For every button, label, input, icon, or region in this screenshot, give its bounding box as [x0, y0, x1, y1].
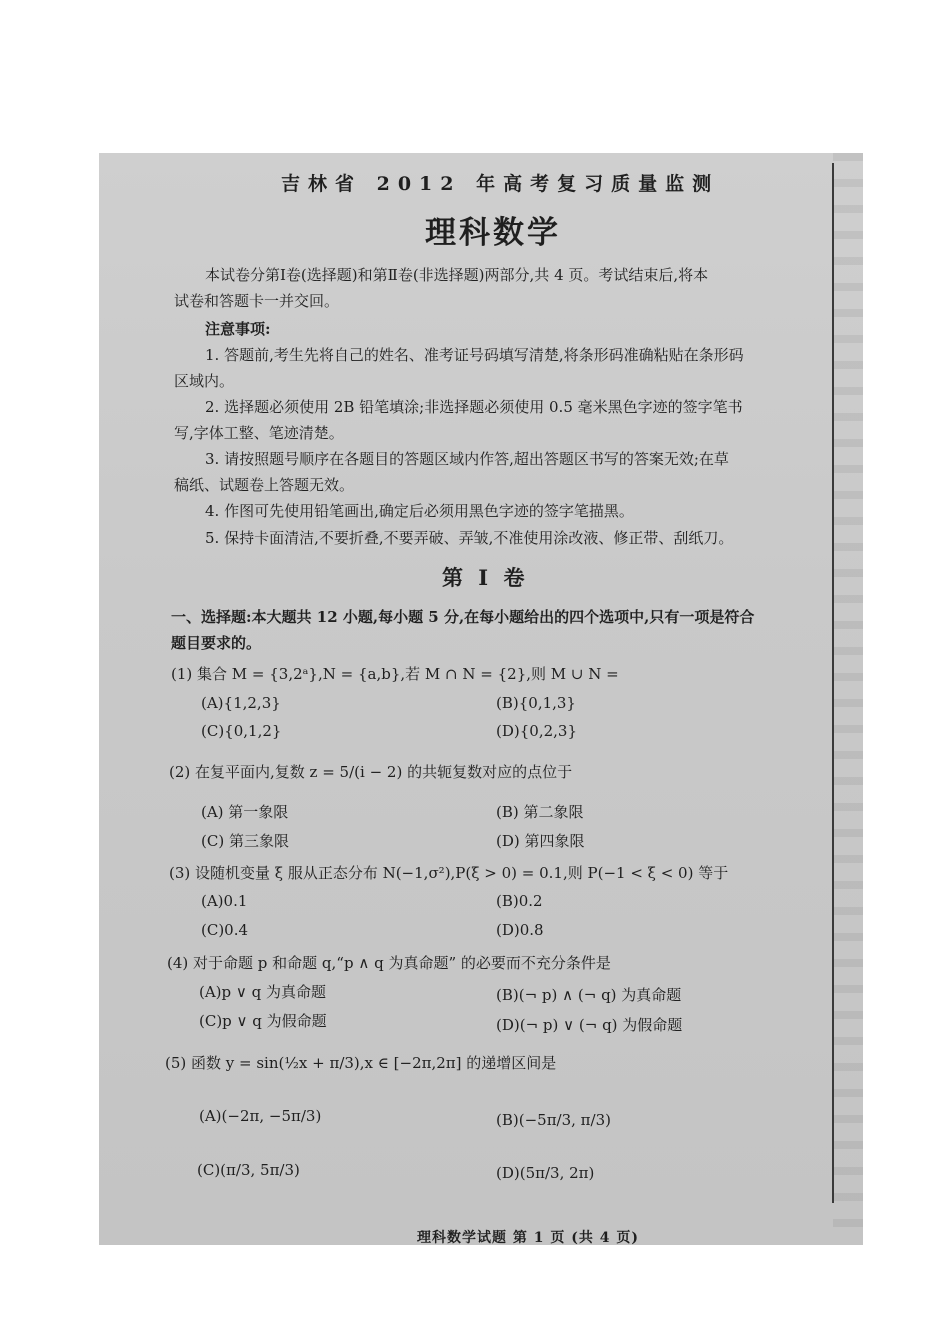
q5-option-c: (C)(π/3, 5π/3) [197, 1161, 300, 1179]
question-5: (5) 函数 y = sin(½x + π/3),x ∈ [−2π,2π] 的递增区间是 [165, 1054, 557, 1072]
q2-option-a: (A) 第一象限 [201, 803, 289, 821]
page-rule-line [832, 163, 834, 1203]
q1-option-b: (B){0,1,3} [496, 694, 576, 712]
intro-line-1: 本试卷分第Ⅰ卷(选择题)和第Ⅱ卷(非选择题)两部分,共 4 页。考试结束后,将本 [205, 266, 709, 284]
q5-option-a: (A)(−2π, −5π/3) [199, 1107, 322, 1125]
section-1-line-1: 一、选择题:本大题共 12 小题,每小题 5 分,在每小题给出的四个选项中,只有一项是符合 [171, 608, 755, 626]
exam-title: 理科数学 [425, 215, 561, 251]
q1-option-a: (A){1,2,3} [201, 694, 281, 712]
q3-option-a: (A)0.1 [201, 892, 248, 910]
q1-option-c: (C){0,1,2} [201, 722, 282, 740]
note-5: 5. 保持卡面清洁,不要折叠,不要弄破、弄皱,不准使用涂改液、修正带、刮纸刀。 [205, 529, 734, 547]
bleed-through-column [833, 153, 863, 1245]
q5-option-d: (D)(5π/3, 2π) [496, 1164, 595, 1182]
section-1-line-2: 题目要求的。 [171, 634, 262, 652]
question-1: (1) 集合 M = {3,2ᵃ},N = {a,b},若 M ∩ N = {2},则 M ∪ N = [171, 665, 619, 683]
q3-option-b: (B)0.2 [496, 892, 543, 910]
q4-option-d: (D)(¬ p) ∨ (¬ q) 为假命题 [496, 1016, 683, 1034]
q2-option-b: (B) 第二象限 [496, 803, 584, 821]
notes-heading: 注意事项: [205, 320, 271, 338]
q4-option-b: (B)(¬ p) ∧ (¬ q) 为真命题 [496, 986, 682, 1004]
section-title: 第 Ⅰ 卷 [442, 565, 529, 590]
q5-option-b: (B)(−5π/3, π/3) [496, 1111, 611, 1129]
note-2-line-1: 2. 选择题必须使用 2B 铅笔填涂;非选择题必须使用 0.5 毫米黑色字迹的签字笔书 [205, 398, 743, 416]
note-1-line-2: 区域内。 [174, 372, 235, 390]
q2-option-c: (C) 第三象限 [201, 832, 289, 850]
exam-header: 吉林省 2012 年高考复习质量监测 [281, 173, 720, 195]
note-1-line-1: 1. 答题前,考生先将自己的姓名、准考证号码填写清楚,将条形码准确粘贴在条形码 [205, 346, 744, 364]
note-2-line-2: 写,字体工整、笔迹清楚。 [174, 424, 344, 442]
question-4: (4) 对于命题 p 和命题 q,“p ∧ q 为真命题” 的必要而不充分条件是 [167, 954, 611, 972]
q1-option-d: (D){0,2,3} [496, 722, 577, 740]
q3-option-d: (D)0.8 [496, 921, 544, 939]
q4-option-c: (C)p ∨ q 为假命题 [199, 1012, 327, 1030]
q4-option-a: (A)p ∨ q 为真命题 [199, 983, 327, 1001]
note-3-line-2: 稿纸、试题卷上答题无效。 [174, 476, 355, 494]
note-3-line-1: 3. 请按照题号顺序在各题目的答题区域内作答,超出答题区书写的答案无效;在草 [205, 450, 729, 468]
q2-option-d: (D) 第四象限 [496, 832, 585, 850]
question-2: (2) 在复平面内,复数 z = 5/(i − 2) 的共轭复数对应的点位于 [169, 763, 573, 781]
question-3: (3) 设随机变量 ξ 服从正态分布 N(−1,σ²),P(ξ > 0) = 0.1,则 P(−1 < ξ < 0) 等于 [169, 864, 729, 882]
note-4: 4. 作图可先使用铅笔画出,确定后必须用黑色字迹的签字笔描黑。 [205, 502, 634, 520]
intro-line-2: 试卷和答题卡一并交回。 [174, 292, 340, 310]
page-footer: 理科数学试题 第 1 页 (共 4 页) [417, 1230, 639, 1245]
q3-option-c: (C)0.4 [201, 921, 249, 939]
exam-page [99, 153, 863, 1245]
